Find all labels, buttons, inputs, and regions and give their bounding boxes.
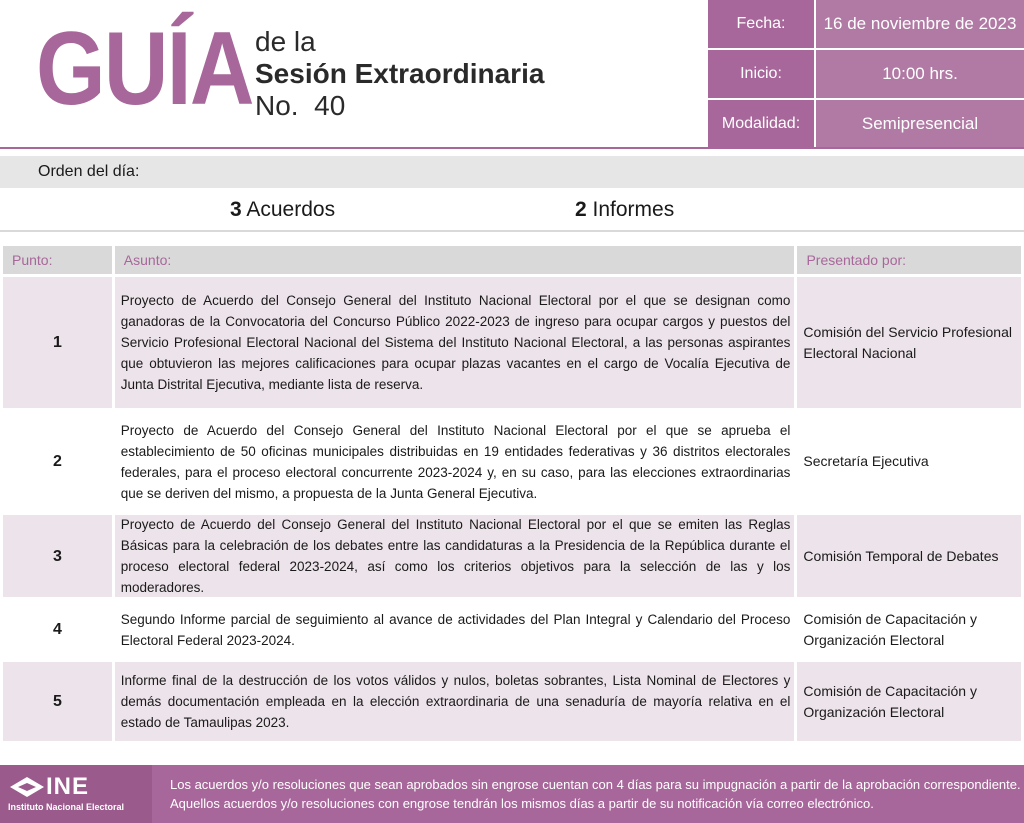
footer-line-1: Los acuerdos y/o resoluciones que sean aprobados sin engrose cuentan con 4 días para su impugnación a partir de la aprobación correspondiente.: [170, 777, 1021, 792]
header-punto: Punto:: [3, 246, 112, 274]
logo-text: INE: [46, 773, 90, 800]
table-row: [3, 277, 1021, 408]
ine-logo: [0, 765, 152, 823]
row-punto: 3: [3, 515, 112, 597]
item-counts: [0, 194, 1024, 228]
ine-logo-icon: [10, 777, 44, 797]
guia-title: GUÍA: [36, 11, 253, 127]
table-row: [3, 662, 1021, 741]
page-footer: [0, 765, 1024, 823]
info-fecha: [708, 0, 1024, 48]
info-inicio: [708, 50, 1024, 98]
session-title: [255, 26, 544, 122]
row-punto: 1: [3, 277, 112, 408]
acuerdos-count: [230, 198, 335, 222]
header-asunto: Asunto:: [115, 246, 795, 274]
row-asunto: Informe final de la destrucción de los votos válidos y nulos, boletas sobrantes, Lista Nominal de Electores y demás documentación empleada en la elección extraordinaria de una senaduría de mayoría relativa en el estado de Tamaulipas 2023.: [115, 662, 795, 741]
info-modalidad: [708, 100, 1024, 148]
title-line-3: No. 40: [255, 90, 346, 121]
acuerdos-number: 3: [230, 198, 242, 221]
row-presentado: Comisión del Servicio Profesional Electoral Nacional: [797, 277, 1021, 408]
row-asunto: Proyecto de Acuerdo del Consejo General del Instituto Nacional Electoral por el que se aprueba el establecimiento de 50 oficinas municipales distribuidas en 19 entidades federativas y 36 distritos electorales federales, para el proceso electoral concurrente 2023-2024 y, en su caso, para las elecciones extraordinarias que se deriven del mismo, a propuesta de la Junta General Ejecutiva.: [120, 422, 791, 501]
header-divider: [0, 147, 1024, 149]
counts-divider: [0, 230, 1024, 232]
row-punto: 4: [52, 621, 62, 638]
row-asunto: Proyecto de Acuerdo del Consejo General del Instituto Nacional Electoral por el que se designan como ganadoras de la Convocatoria del Concurso Público 2022-2023 de ingreso para ocupar cargos y puestos del Servicio Profesional Electoral Nacional del Sistema del Instituto Nacional Electoral, a las personas aspirantes que obtuvieron las mejores calificaciones para ocupar plazas vacantes en el cargo de Vocalía Ejecutiva de Junta Distrital Ejecutiva, mediante lista de reserva.: [115, 277, 795, 408]
logo-subtitle: Instituto Nacional Electoral: [8, 802, 125, 812]
table-row: [3, 411, 1021, 512]
info-value: 10:00 hrs.: [816, 50, 1024, 98]
title-line-1: de la: [255, 26, 316, 57]
row-presentado: Secretaría Ejecutiva: [803, 453, 929, 469]
agenda-table: [3, 246, 1021, 741]
info-key: Fecha:: [708, 0, 814, 48]
row-asunto: Segundo Informe parcial de seguimiento al avance de actividades del Plan Integral y Calendario del Proceso Electoral Federal 2023-2024.: [120, 611, 791, 648]
footer-line-2: Aquellos acuerdos y/o resoluciones con engrose tendrán los mismos días a partir de su notificación vía correo electrónico.: [170, 796, 874, 811]
row-punto: 2: [52, 453, 62, 470]
row-asunto: Proyecto de Acuerdo del Consejo General del Instituto Nacional Electoral por el que se emiten las Reglas Básicas para la celebración de los debates entre las candidaturas a la Presidencia de la República durante el proceso electoral federal 2023-2024, así como los criterios objetivos para la selección de las y los moderadores.: [115, 515, 795, 597]
orden-bar: [0, 156, 1024, 188]
row-presentado: Comisión Temporal de Debates: [797, 515, 1021, 597]
info-key: Modalidad:: [708, 100, 814, 148]
session-info: [708, 0, 1024, 148]
informes-label: Informes: [592, 198, 675, 221]
page-header: [0, 0, 1024, 148]
informes-count: [575, 198, 674, 222]
info-value: Semipresencial: [816, 100, 1024, 148]
info-key: Inicio:: [708, 50, 814, 98]
informes-number: 2: [575, 198, 587, 221]
footer-note: [170, 775, 1021, 813]
row-presentado: Comisión de Capacitación y Organización Electoral: [803, 610, 977, 648]
table-header: [3, 246, 1021, 274]
row-presentado: Comisión de Capacitación y Organización Electoral: [797, 662, 1021, 741]
title-line-2: Sesión Extraordinaria: [255, 58, 545, 89]
acuerdos-label: Acuerdos: [246, 198, 336, 221]
table-row: [3, 515, 1021, 597]
info-value: 16 de noviembre de 2023: [816, 0, 1024, 48]
header-presentado: Presentado por:: [797, 246, 1021, 274]
table-row: [3, 600, 1021, 659]
orden-label: Orden del día:: [38, 163, 140, 180]
row-punto: 5: [3, 662, 112, 741]
